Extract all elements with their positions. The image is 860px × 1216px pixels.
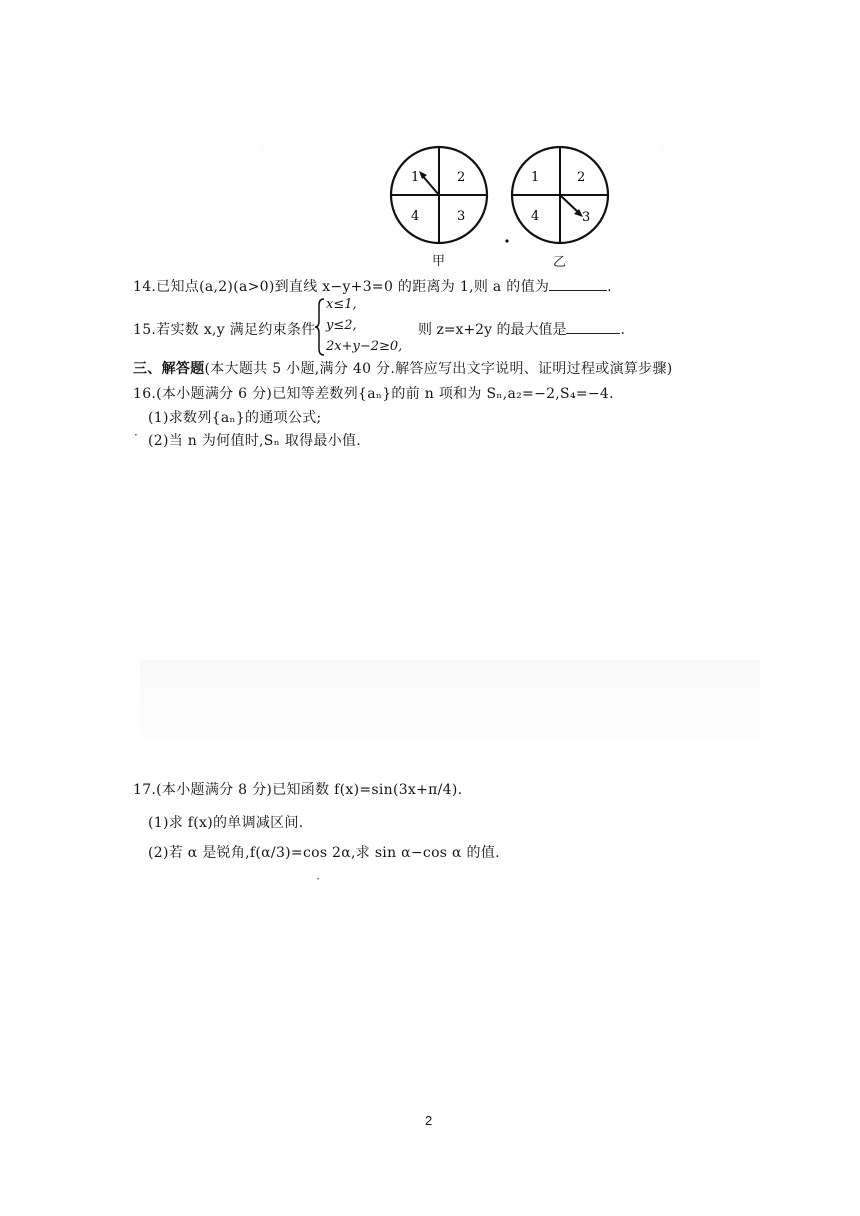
question-15-tail-text: 则 z=x+2y 的最大值是 <box>418 322 567 338</box>
sector-label: 3 <box>457 209 466 224</box>
question-15-lead: 15.若实数 x,y 满足约束条件 <box>133 322 316 338</box>
stray-mark: · <box>134 428 138 442</box>
bleed-through-text: · <box>660 140 664 154</box>
question-15-end: . <box>620 322 625 338</box>
sector-label: 1 <box>531 170 540 185</box>
spinner-caption-jia: 甲 <box>432 254 446 269</box>
spinner-caption-yi: 乙 <box>553 255 567 270</box>
section-description: (本大题共 5 小题,满分 40 分.解答应写出文字说明、证明过程或演算步骤) <box>204 361 673 377</box>
constraint-1: x≤1, <box>326 297 357 312</box>
sector-label: 2 <box>457 170 466 185</box>
bleed-through-text <box>140 660 760 740</box>
spinner-jia <box>391 147 487 243</box>
sector-label: 4 <box>411 209 420 224</box>
question-14 <box>133 276 612 296</box>
sector-label: 1 <box>411 170 420 185</box>
question-15-tail <box>418 319 625 339</box>
question-17-part-2: (2)若 α 是锐角,f(α/3)=cos 2α,求 sin α−cos α 的值. <box>148 845 500 861</box>
page-number: 2 <box>425 1113 433 1128</box>
question-14-text: 14.已知点(a,2)(a>0)到直线 x−y+3=0 的距离为 1,则 a 的值为 <box>133 279 550 295</box>
separator-dot <box>505 239 508 242</box>
pointer-arrowhead <box>419 171 427 179</box>
constraint-system <box>314 297 424 357</box>
question-14-end: . <box>607 279 612 295</box>
question-16-stem: 16.(本小题满分 6 分)已知等差数列{aₙ}的前 n 项和为 Sₙ,a₂=−2,S₄=−4. <box>133 386 614 402</box>
answer-blank <box>566 320 620 334</box>
constraint-2: y≤2, <box>326 318 357 333</box>
question-17-stem: 17.(本小题满分 8 分)已知函数 f(x)=sin(3x+π/4). <box>133 782 463 798</box>
left-brace <box>314 297 326 357</box>
bleed-through-text: · <box>260 140 264 154</box>
sector-label: 3 <box>582 210 591 225</box>
question-16-part-1: (1)求数列{aₙ}的通项公式; <box>148 410 322 426</box>
question-16-part-2: (2)当 n 为何值时,Sₙ 取得最小值. <box>148 433 362 449</box>
sector-label: 4 <box>531 209 540 224</box>
constraint-3: 2x+y−2≥0, <box>326 339 403 354</box>
spinner-figure <box>385 138 615 268</box>
stray-mark: · <box>316 872 320 886</box>
spinner-yi <box>512 147 608 243</box>
answer-blank <box>549 277 607 291</box>
question-17-part-1: (1)求 f(x)的单调减区间. <box>148 815 304 831</box>
sector-label: 2 <box>577 170 586 185</box>
section-heading <box>133 358 673 378</box>
section-title: 三、解答题 <box>133 361 205 377</box>
